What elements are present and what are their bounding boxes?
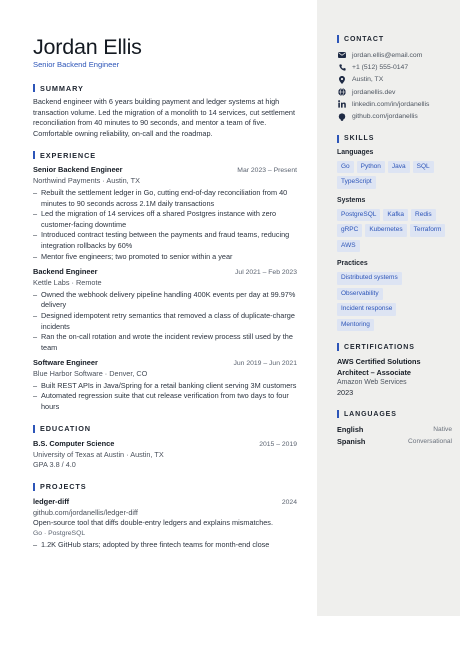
skill-chip: Kubernetes — [365, 224, 406, 237]
language-row — [337, 436, 452, 448]
bullet-item: – Led the migration of 14 services off a shared Postgres instance with zero customer-facing downtime — [33, 209, 297, 230]
section-marker — [337, 35, 339, 43]
job-bullets — [33, 290, 297, 354]
job-entry — [33, 358, 297, 412]
project-year: 2024 — [281, 498, 297, 506]
bullet-item: – Owned the webhook delivery pipeline handling 400K events per day at 99.97% delivery — [33, 290, 297, 311]
contact-phone[interactable] — [337, 61, 452, 73]
school: University of Texas at Austin · Austin, TX — [33, 449, 164, 459]
candidate-title: Senior Backend Engineer — [33, 60, 120, 69]
section-marker — [337, 343, 339, 351]
phone-icon — [337, 62, 347, 72]
contact-email[interactable] — [337, 49, 452, 61]
skill-chip: Observability — [337, 288, 383, 301]
email-icon — [337, 50, 347, 60]
education-heading — [33, 424, 297, 434]
contact-text: jordanellis.dev — [352, 88, 396, 96]
linkedin-icon — [337, 99, 347, 109]
education-dates: 2015 – 2019 — [259, 440, 297, 448]
sidebar — [317, 0, 460, 616]
job-entry — [33, 165, 297, 262]
summary-heading — [33, 83, 297, 93]
project-link[interactable]: github.com/jordanellis/ledger-diff — [33, 507, 138, 517]
section-marker — [33, 84, 35, 92]
candidate-name: Jordan Ellis — [33, 35, 142, 59]
skill-chips — [337, 209, 452, 256]
location-icon — [337, 75, 347, 85]
job-org: Kettle Labs · Remote — [33, 278, 102, 288]
education-entry — [33, 439, 297, 471]
project-description: Open-source tool that diffs double-entry ledgers and explains mismatches. — [33, 518, 273, 528]
experience-heading — [33, 150, 297, 160]
contact-website[interactable] — [337, 86, 452, 98]
job-dates: Jun 2019 – Jun 2021 — [233, 360, 297, 368]
skill-chip: Distributed systems — [337, 272, 402, 285]
skill-group-label: Practices — [337, 260, 368, 268]
job-title: Software Engineer — [33, 358, 98, 368]
contact-location — [337, 74, 452, 86]
job-title: Backend Engineer — [33, 267, 98, 277]
contact-heading — [337, 34, 452, 44]
contact-text: linkedin.com/in/jordanellis — [352, 100, 430, 108]
skill-chip: Mentoring — [337, 319, 374, 332]
language-row — [337, 424, 452, 436]
skill-chip: gRPC — [337, 224, 362, 237]
cert-name: AWS Certified Solutions Architect – Associate — [337, 357, 421, 377]
language-name: Spanish — [337, 437, 366, 447]
skill-chip: Redis — [411, 209, 436, 222]
cert-org: Amazon Web Services — [337, 379, 407, 387]
section-label: EXPERIENCE — [40, 150, 97, 160]
section-label: EDUCATION — [40, 424, 91, 434]
skills-heading — [337, 134, 452, 144]
bullet-item: – Ran the on-call rotation and wrote the incident review process still used by the team — [33, 332, 297, 353]
bullet-item: – Introduced contract testing between the payments and fraud teams, reducing integration rollbacks by 60% — [33, 230, 297, 251]
bullet-item: – Mentor five engineers; two promoted to senior within a year — [33, 252, 297, 263]
job-bullets — [33, 381, 297, 413]
bullet-item: – Rebuilt the settlement ledger in Go, cutting end-of-day reconciliation from 40 minutes to 90 seconds across 2.1M daily transactions — [33, 188, 297, 209]
job-org: Blue Harbor Software · Denver, CO — [33, 369, 148, 379]
contact-github[interactable] — [337, 110, 452, 122]
bullet-item: – Designed idempotent retry semantics that removed a class of duplicate-charge incidents — [33, 311, 297, 332]
job-title: Senior Backend Engineer — [33, 165, 123, 175]
skill-group-label: Languages — [337, 148, 374, 156]
skill-chip: PostgreSQL — [337, 209, 380, 222]
project-name: ledger-diff — [33, 496, 70, 506]
degree: B.S. Computer Science — [33, 438, 115, 448]
language-list — [337, 424, 452, 448]
skill-chips — [337, 272, 452, 334]
language-level: Native — [433, 426, 452, 434]
skill-chip: SQL — [413, 161, 434, 174]
languages-heading — [337, 409, 452, 419]
skill-chips — [337, 161, 452, 192]
section-label: PROJECTS — [40, 482, 87, 492]
skill-chip: Kafka — [383, 209, 408, 222]
skill-chip: AWS — [337, 240, 360, 253]
job-entry — [33, 267, 297, 353]
globe-icon — [337, 87, 347, 97]
project-entry — [33, 497, 297, 551]
job-org: Northwind Payments · Austin, TX — [33, 176, 140, 186]
gpa: GPA 3.8 / 4.0 — [33, 460, 76, 470]
section-marker — [33, 425, 35, 433]
skill-group-label: Systems — [337, 196, 366, 204]
skill-chip: Java — [388, 161, 410, 174]
contact-text: Austin, TX — [352, 76, 384, 84]
section-label: SUMMARY — [40, 83, 84, 93]
contact-text: jordan.ellis@email.com — [352, 51, 423, 59]
section-label: CERTIFICATIONS — [344, 343, 415, 351]
section-marker — [337, 410, 339, 418]
skill-chip: Incident response — [337, 303, 396, 316]
language-name: English — [337, 425, 364, 435]
certifications-heading — [337, 342, 452, 352]
section-label: SKILLS — [344, 135, 375, 143]
skill-chip: Go — [337, 161, 354, 174]
github-icon — [337, 112, 347, 122]
project-tech: Go · PostgreSQL — [33, 530, 86, 538]
contact-linkedin[interactable] — [337, 98, 452, 110]
bullet-item: – Built REST APIs in Java/Spring for a retail banking client serving 3M customers — [33, 381, 297, 392]
section-marker — [33, 151, 35, 159]
contact-list — [337, 49, 452, 123]
contact-text: github.com/jordanellis — [352, 113, 418, 121]
projects-heading — [33, 482, 297, 492]
cert-year: 2023 — [337, 388, 354, 398]
section-marker — [33, 483, 35, 491]
language-level: Conversational — [408, 438, 452, 446]
skill-chip: Python — [357, 161, 385, 174]
section-label: CONTACT — [344, 35, 384, 43]
main-column — [33, 35, 297, 551]
section-marker — [337, 135, 339, 143]
contact-text: +1 (512) 555-0147 — [352, 63, 409, 71]
summary-text: Backend engineer with 6 years building payment and ledger systems at high transaction volume. Led the migration of a monolith to 14 services, cut settlement reconciliation from 40 minutes to 90 seconds, and mentor a team of five. Comfortable owning reliability, on-call and the roadmap. — [33, 97, 296, 138]
project-bullets — [33, 540, 297, 551]
job-dates: Mar 2023 – Present — [237, 167, 297, 175]
bullet-item: – Automated regression suite that cut release verification from two days to four hours — [33, 391, 297, 412]
bullet-item: – 1.2K GitHub stars; adopted by three fintech teams for month-end close — [33, 540, 297, 551]
section-label: LANGUAGES — [344, 410, 397, 418]
skill-chip: TypeScript — [337, 176, 376, 189]
skill-chip: Terraform — [410, 224, 446, 237]
job-bullets — [33, 188, 297, 262]
job-dates: Jul 2021 – Feb 2023 — [235, 269, 297, 277]
